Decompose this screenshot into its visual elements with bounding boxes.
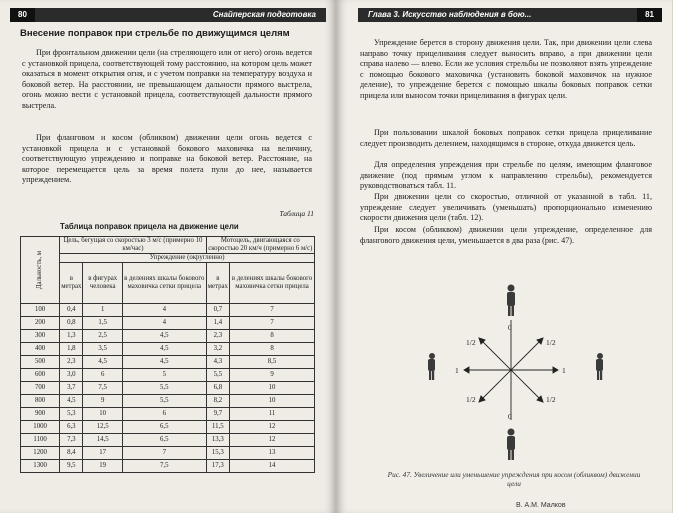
- table-cell: 17: [83, 447, 122, 460]
- section-heading: Внесение поправок при стрельбе по движущимся целям: [20, 28, 290, 39]
- table-cell: 1: [83, 304, 122, 317]
- col-figures: в фигурах человека: [83, 263, 122, 304]
- table-cell: 9,7: [206, 408, 229, 421]
- table-cell: 13: [230, 447, 315, 460]
- table-cell: 1000: [21, 421, 60, 434]
- table-cell: 8,5: [230, 356, 315, 369]
- table-cell: 7: [122, 447, 206, 460]
- table-cell: 6,5: [122, 434, 206, 447]
- table-cell: 5,5: [122, 395, 206, 408]
- table-cell: 900: [21, 408, 60, 421]
- label-half-lower-right: 1/2: [546, 395, 556, 404]
- table-cell: 700: [21, 382, 60, 395]
- table-cell: 10: [83, 408, 122, 421]
- table-cell: 4,3: [206, 356, 229, 369]
- col-meters: в метрах: [60, 263, 83, 304]
- table-cell: 3,5: [83, 343, 122, 356]
- lead-correction-table: [20, 236, 315, 473]
- table-row: [21, 447, 315, 460]
- left-paragraph-2: При фланговом и косом (обликвом) движении цели огонь ведется с установкой прицела и с установкой бокового маховичка на величину, соответствующую упреждению и поправке на боковой ветер. Расстояние, на которое перемещается цель за время полета пули до нее, называется упреждением.: [22, 133, 312, 185]
- table-row: [21, 434, 315, 447]
- table-cell: 11: [230, 408, 315, 421]
- page-footer: В. А.М. Малков: [516, 502, 566, 509]
- group2-header: Мотоцель, двигающаяся со скоростью 20 км/ч (примерно 6 м/с): [206, 237, 314, 254]
- arrow-left: [464, 367, 469, 373]
- table-cell: 300: [21, 330, 60, 343]
- table-cell: 0,7: [206, 304, 229, 317]
- right-paragraph-5: При косом (обликвом) движении цели упреждение, определенное для флангового движения цели, уменьшается в два раза (рис. 47).: [360, 225, 652, 245]
- table-cell: 4: [122, 317, 206, 330]
- table-cell: 10: [230, 395, 315, 408]
- table-cell: 14,5: [83, 434, 122, 447]
- table-cell: 5: [122, 369, 206, 382]
- table-cell: 100: [21, 304, 60, 317]
- label-zero-top: 0: [508, 323, 512, 332]
- table-cell: 6: [83, 369, 122, 382]
- table-cell: 14: [230, 460, 315, 473]
- table-row: [21, 395, 315, 408]
- table-cell: 8: [230, 343, 315, 356]
- label-half-upper-left: 1/2: [466, 338, 476, 347]
- table-row: [21, 330, 315, 343]
- table-cell: 200: [21, 317, 60, 330]
- left-paragraph-1: При фронтальном движении цели (на стреляющего или от него) огонь ведется с установкой прицела, соответствующей тому расстоянию, на котором цель может оказаться в момент открытия огня, и с учетом поправки на температуру воздуха и боковой ветер. На расстоянии, не превышающем дальности прямого выстрела, огонь можно вести с установкой прицела, соответствующей дальности прямого выстрела.: [22, 48, 312, 110]
- table-cell: 2,5: [83, 330, 122, 343]
- right-paragraph-2: При пользовании шкалой боковых поправок сетки прицела прицеливание следует производить делением, находящимся в стороне, откуда движется цель.: [360, 128, 652, 148]
- right-paragraph-4: При движении цели со скоростью, отличной от указанной в табл. 11, упреждение следует увеличивать (уменьшать) пропорционально изменению скорости движения цели (табл. 12).: [360, 192, 652, 223]
- left-running-title: Снайперская подготовка: [212, 10, 316, 19]
- arrow-right: [553, 367, 558, 373]
- table-cell: 3,7: [60, 382, 83, 395]
- table-cell: 4,5: [60, 395, 83, 408]
- table-cell: 7: [230, 304, 315, 317]
- table-cell: 600: [21, 369, 60, 382]
- table-cell: 800: [21, 395, 60, 408]
- table-cell: 4: [122, 304, 206, 317]
- table-cell: 5,3: [60, 408, 83, 421]
- col-meters-2: в метрах: [206, 263, 229, 304]
- table-cell: 8,4: [60, 447, 83, 460]
- table-cell: 19: [83, 460, 122, 473]
- table-cell: 400: [21, 343, 60, 356]
- left-running-header: [10, 8, 326, 22]
- dist-header: Дальность, м: [21, 237, 60, 304]
- table-cell: 5,5: [206, 369, 229, 382]
- label-one-right: 1: [562, 366, 566, 375]
- right-running-title: Глава 3. Искусство наблюдения в бою...: [368, 10, 532, 19]
- table-cell: 5,5: [122, 382, 206, 395]
- table-number: Таблица 11: [279, 209, 314, 218]
- label-half-upper-right: 1/2: [546, 338, 556, 347]
- table-row: [21, 408, 315, 421]
- table-cell: 6: [122, 408, 206, 421]
- table-cell: 9: [230, 369, 315, 382]
- table-cell: 12: [230, 434, 315, 447]
- table-cell: 7,3: [60, 434, 83, 447]
- lead-header: Упреждение (округленно): [60, 254, 315, 263]
- table-cell: 6,8: [206, 382, 229, 395]
- soldier-right-icon: [596, 353, 603, 380]
- right-page: [336, 0, 672, 513]
- table-cell: 17,3: [206, 460, 229, 473]
- soldier-left-icon: [428, 353, 435, 380]
- table-row: [21, 460, 315, 473]
- table-cell: 6,5: [122, 421, 206, 434]
- group1-header: Цель, бегущая со скоростью 3 м/с (примерно 10 км/час): [60, 237, 206, 254]
- table-cell: 2,3: [60, 356, 83, 369]
- table-cell: 3,2: [206, 343, 229, 356]
- table-cell: 6,3: [60, 421, 83, 434]
- table-row: [21, 421, 315, 434]
- table-cell: 11,5: [206, 421, 229, 434]
- table-cell: 10: [230, 382, 315, 395]
- table-cell: 3,0: [60, 369, 83, 382]
- col-divisions: в делениях шкалы бокового маховичка сетки прицела: [122, 263, 206, 304]
- table-cell: 15,3: [206, 447, 229, 460]
- left-page: [0, 0, 336, 513]
- table-cell: 1,4: [206, 317, 229, 330]
- soldier-bottom-icon: [507, 429, 515, 461]
- table-row: [21, 382, 315, 395]
- table-cell: 1,3: [60, 330, 83, 343]
- table-cell: 7,5: [122, 460, 206, 473]
- soldier-top-icon: [507, 285, 515, 317]
- table-cell: 1100: [21, 434, 60, 447]
- figure-47: [336, 0, 672, 513]
- figure-caption: Рис. 47. Увеличение или уменьшение упреждения при косом (обликвом) движении цели: [387, 470, 641, 488]
- label-zero-bottom: 0: [508, 412, 512, 421]
- col-divisions-2: в делениях шкалы бокового маховичка сетки прицела: [230, 263, 315, 304]
- table-cell: 9: [83, 395, 122, 408]
- table-cell: 7: [230, 317, 315, 330]
- table-cell: 4,5: [83, 356, 122, 369]
- table-cell: 12: [230, 421, 315, 434]
- table-cell: 1300: [21, 460, 60, 473]
- table-row: [21, 304, 315, 317]
- right-page-number: 81: [637, 8, 662, 22]
- label-one-left: 1: [455, 366, 459, 375]
- table-cell: 8: [230, 330, 315, 343]
- table-cell: 4,5: [122, 343, 206, 356]
- table-row: [21, 317, 315, 330]
- right-paragraph-3: Для определения упреждения при стрельбе по целям, имеющим фланговое движение (под прямым углом к направлению стрельбы), рекомендуется руководствоваться табл. 11.: [360, 160, 652, 191]
- table-cell: 1,5: [83, 317, 122, 330]
- table-cell: 2,3: [206, 330, 229, 343]
- table-cell: 1200: [21, 447, 60, 460]
- table-cell: 13,3: [206, 434, 229, 447]
- table-cell: 4,5: [122, 356, 206, 369]
- table-cell: 8,2: [206, 395, 229, 408]
- table-cell: 9,5: [60, 460, 83, 473]
- table-cell: 4,5: [122, 330, 206, 343]
- table-cell: 1,8: [60, 343, 83, 356]
- table-title: Таблица поправок прицела на движение цели: [60, 222, 239, 231]
- table-row: [21, 343, 315, 356]
- left-page-number: 80: [10, 8, 35, 22]
- table-cell: 7,5: [83, 382, 122, 395]
- right-paragraph-1: Упреждение берется в сторону движения цели. Так, при движении цели слева направо точку прицеливания следует выносить вправо, а при движении цели справа налево — влево. Если же условия стрельбы не позволяют взять упреждение с помощью бокового маховичка (установить боковой маховичок на нужное деление), то упреждение берется с помощью шкалы боковых поправок сетки прицела или выносом точки прицеливания в фигурах цели.: [360, 38, 652, 100]
- table-row: [21, 356, 315, 369]
- label-half-lower-left: 1/2: [466, 395, 476, 404]
- table-row: [21, 369, 315, 382]
- table-cell: 0,4: [60, 304, 83, 317]
- table-cell: 500: [21, 356, 60, 369]
- table-cell: 0,8: [60, 317, 83, 330]
- table-cell: 12,5: [83, 421, 122, 434]
